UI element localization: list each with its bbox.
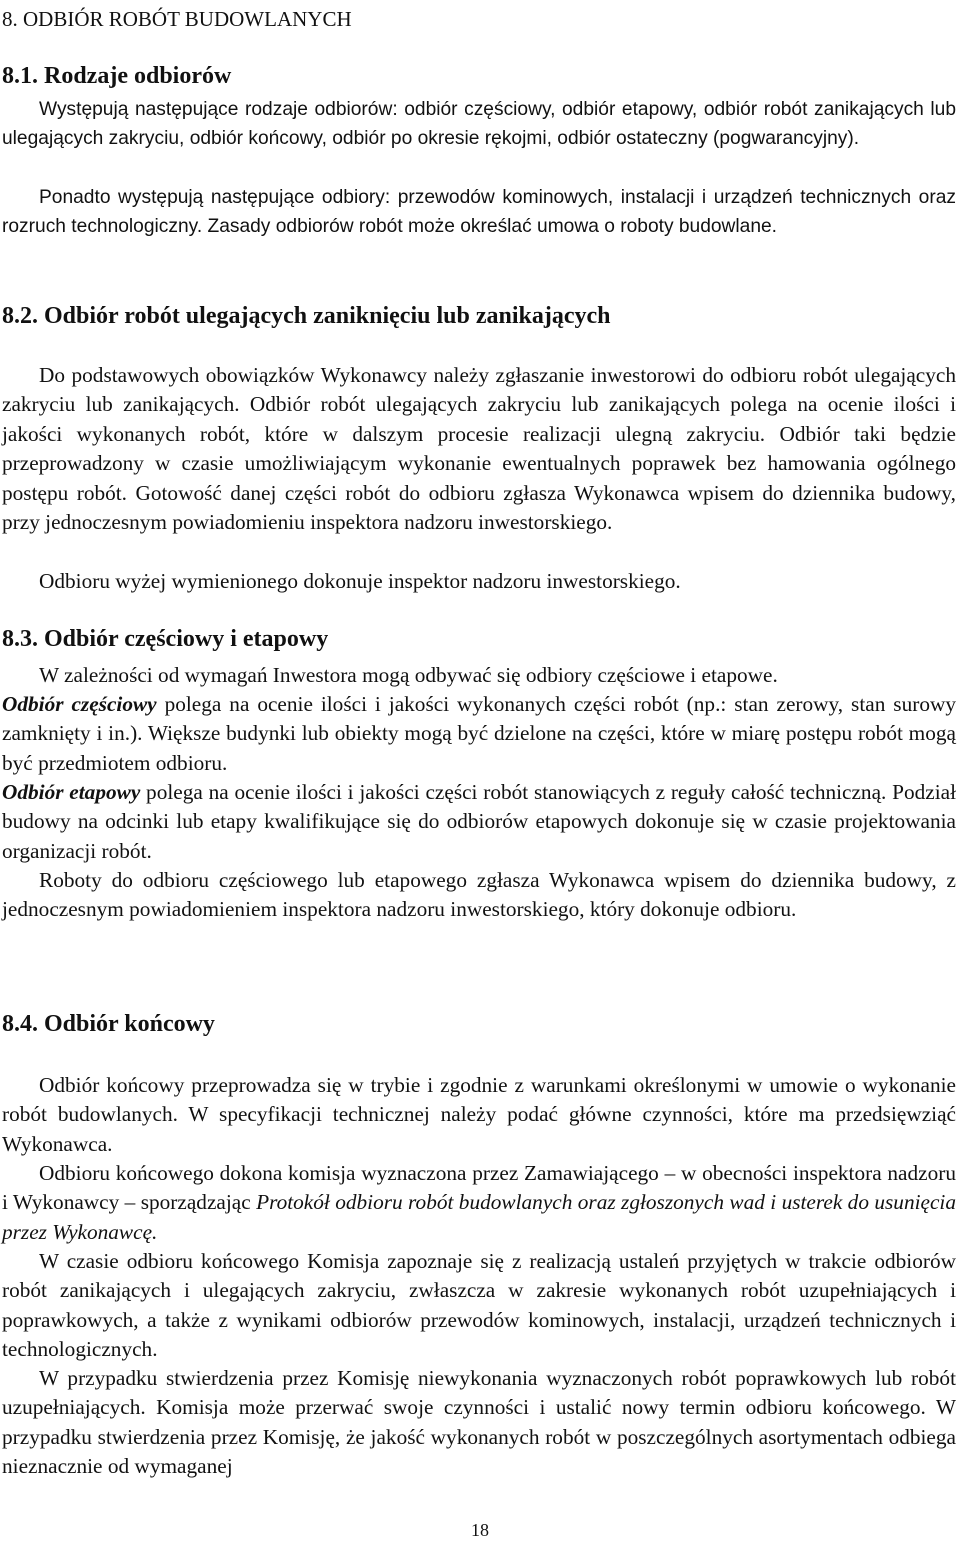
section-8-1-title: 8.1. Rodzaje odbiorów: [2, 63, 232, 89]
section-8-3-paragraph-2: [2, 690, 956, 778]
section-8-3-title: 8.3. Odbiór częściowy i etapowy: [2, 626, 329, 652]
section-8-1-paragraph-2: Ponadto występują następujące odbiory: przewodów kominowych, instalacji i urządzeń technicznych oraz rozruch technologiczny. Zasady odbiorów robót może określać umowa o roboty budowlane.: [2, 187, 956, 238]
section-8-3-paragraph-3-text: polega na ocenie ilości i jakości części robót stanowiących z reguły całość techniczną. Podział budowy na odcinki lub etapy kwalifikujące się do odbiorów etapowych dokonuje się w czasie projektowania organizacji robót.: [2, 780, 957, 863]
section-8-4-title: 8.4. Odbiór końcowy: [2, 1011, 215, 1037]
section-8-3-paragraph-4: Roboty do odbioru częściowego lub etapowego zgłasza Wykonawca wpisem do dziennika budowy, z jednoczesnym powiadomieniem inspektora nadzoru inwestorskiego, który dokonuje odbioru.: [2, 868, 956, 922]
protocol-title: Protokół odbioru robót budowlanych oraz zgłoszonych wad i usterek do usunięcia przez Wykonawcę.: [2, 1190, 956, 1244]
section-8-2-paragraph-2: Odbioru wyżej wymienionego dokonuje inspektor nadzoru inwestorskiego.: [39, 569, 681, 593]
section-8-2-paragraph-1: Do podstawowych obowiązków Wykonawcy należy zgłaszanie inwestorowi do odbioru robót ulegających zakryciu lub zanikających. Odbiór robót ulegających zakryciu lub zanikających polega na ocenie ilości i jakości wykonanych robót, które w dalszym procesie realizacji ulegną zakryciu. Odbiór taki będzie przeprowadzony w czasie umożliwiającym wykonanie ewentualnych poprawek bez hamowania ogólnego postępu robót. Gotowość danej części robót do odbioru zgłasza Wykonawca wpisem do dziennika budowy, przy jednoczesnym powiadomieniu inspektora nadzoru inwestorskiego.: [2, 363, 956, 535]
section-8-3-paragraph-2-text: polega na ocenie ilości i jakości wykonanych części robót (np.: stan zerowy, stan surowy zamknięty i in.). Większe budynki lub obiekty mogą być dzielone na części, które w miarę postępu robót mogą być przedmiotem odbioru.: [2, 692, 957, 775]
section-8-4-paragraph-3: W czasie odbioru końcowego Komisja zapoznaje się z realizacją ustaleń przyjętych w trakcie odbiorów robót zanikających i ulegających zakryciu, zwłaszcza w zakresie wykonanych robót uzupełniających i poprawkowych, a także z wynikami odbiorów przewodów kominowych, instalacji, urządzeń technicznych i technologicznych.: [2, 1249, 956, 1362]
section-8-3-paragraph-1: W zależności od wymagań Inwestora mogą odbywać się odbiory częściowe i etapowe.: [39, 663, 778, 687]
chapter-title: 8. ODBIÓR ROBÓT BUDOWLANYCH: [2, 7, 352, 31]
section-8-4-paragraph-2-text: Odbioru końcowego dokona komisja wyznaczona przez Zamawiającego – w obecności inspektora nadzoru i Wykonawcy – sporządzając: [2, 1161, 956, 1215]
section-8-4-paragraph-2: [2, 1159, 956, 1247]
section-8-3-paragraph-3: [2, 778, 956, 866]
term-odbior-etapowy: Odbiór etapowy: [2, 780, 141, 804]
section-8-2-title: 8.2. Odbiór robót ulegających zaniknięciu lub zanikających: [2, 303, 611, 329]
section-8-4-paragraph-1: Odbiór końcowy przeprowadza się w trybie i zgodnie z warunkami określonymi w umowie o wykonanie robót budowlanych. W specyfikacji technicznej należy podać główne czynności, które ma przedsięwziąć Wykonawca.: [2, 1073, 956, 1156]
term-odbior-czesciowy: Odbiór częściowy: [2, 692, 157, 716]
section-8-1-paragraph-1: Występują następujące rodzaje odbiorów: odbiór częściowy, odbiór etapowy, odbiór robót zanikających lub ulegających zakryciu, odbiór końcowy, odbiór po okresie rękojmi, odbiór ostateczny (pogwarancyjny).: [2, 99, 956, 150]
section-8-4-paragraph-4: W przypadku stwierdzenia przez Komisję niewykonania wyznaczonych robót poprawkowych lub robót uzupełniających. Komisja może przerwać swoje czynności i ustalić nowy termin odbioru końcowego. W przypadku stwierdzenia przez Komisję, że jakość wykonanych robót w poszczególnych asortymentach odbiega nieznacznie od wymaganej: [2, 1366, 956, 1479]
page-number: 18: [471, 1520, 489, 1540]
